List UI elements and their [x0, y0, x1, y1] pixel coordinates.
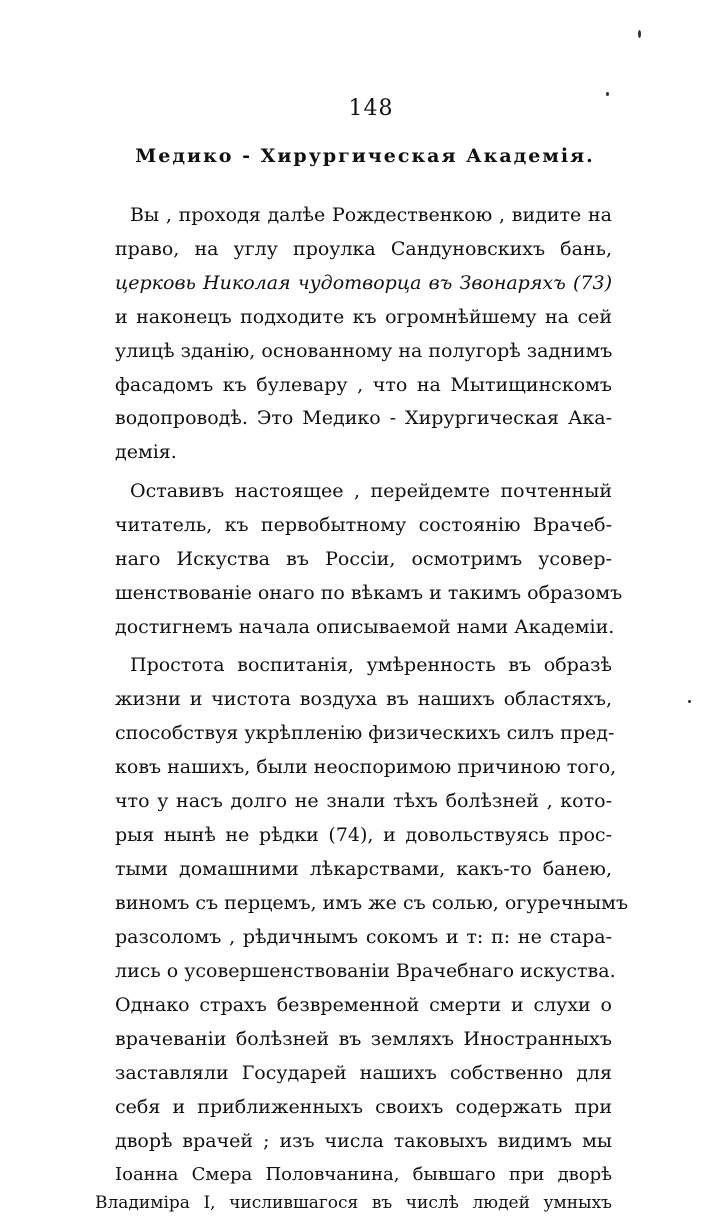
text-line: тыми домашними лѣкарствами, какъ-то банею, [115, 858, 612, 880]
text-line: Оставивъ настоящее , перейдемте почтенный [130, 480, 612, 502]
text-line: разсоломъ , рѣдичнымъ сокомъ и т: п: не стара- [115, 926, 612, 948]
page-number: 148 [348, 96, 394, 121]
scan-speck [688, 700, 691, 703]
text-line: Іоанна Смера Половчанина, бывшаго при дворѣ [115, 1164, 612, 1185]
text-line: Вы , проходя далѣе Рождественкою , видите на [130, 204, 612, 226]
text-line: дворѣ врачей ; изъ числа таковыхъ видимъ мы [115, 1130, 612, 1152]
text-line: заставляли Государей нашихъ собственно для [115, 1062, 612, 1084]
text-line: право, на углу проулка Сандуновскихъ бань, [115, 238, 612, 260]
text-line: лись о усовершенствованіи Врачебнаго искуства. [115, 960, 616, 982]
text-line: виномъ съ перцемъ, имъ же съ солью, огуречнымъ [115, 892, 629, 914]
text-line: Однако страхъ безвременной смерти и слухи о [115, 994, 612, 1016]
text-line: и наконецъ подходите къ огромнѣйшему на сей [115, 306, 612, 328]
scan-speck [638, 30, 641, 38]
chapter-heading: Медико - Хирургическая Академія. [135, 145, 595, 167]
text-line: способствуя укрѣпленію физическихъ силъ пред- [115, 722, 615, 744]
text-line: читатель, къ первобытному состоянію Врачеб- [115, 514, 612, 536]
text-line: Владиміра I, числившагося въ числѣ людей умныхъ [95, 1193, 612, 1213]
text-line: шенствованіе онаго по вѣкамъ и такимъ образомъ [115, 582, 623, 604]
text-line: фасадомъ къ булевару , что на Мытищинскомъ [115, 374, 612, 396]
text-line: водопроводѣ. Это Медико - Хирургическая Ака- [115, 407, 612, 429]
text-line: рыя нынѣ не рѣдки (74), и довольствуясь прос- [115, 824, 612, 846]
text-line: достигнемъ начала описываемой нами Академіи. [115, 616, 615, 638]
scan-speck [606, 92, 609, 96]
text-line: врачеваніи болѣзней въ земляхъ Иностранныхъ [115, 1028, 612, 1050]
text-line: улицѣ зданію, основанному на полугорѣ заднимъ [115, 340, 613, 362]
text-line: себя и приближенныхъ своихъ содержать при [115, 1096, 612, 1118]
text-line: Простота воспитанія, умѣренность въ образѣ [130, 654, 612, 676]
text-line: жизни и чистота воздуха въ нашихъ областяхъ, [115, 688, 612, 710]
text-line: наго Искуства въ Россіи, осмотримъ усовер- [115, 548, 612, 570]
text-line: что у насъ долго не знали тѣхъ болѣзней , кото- [115, 790, 612, 812]
text-line: демія. [115, 441, 177, 463]
text-line: церковь Николая чудотворца въ Звонаряхъ (73) [115, 272, 612, 294]
text-line: ковъ нашихъ, были неоспоримою причиною того, [115, 756, 617, 778]
